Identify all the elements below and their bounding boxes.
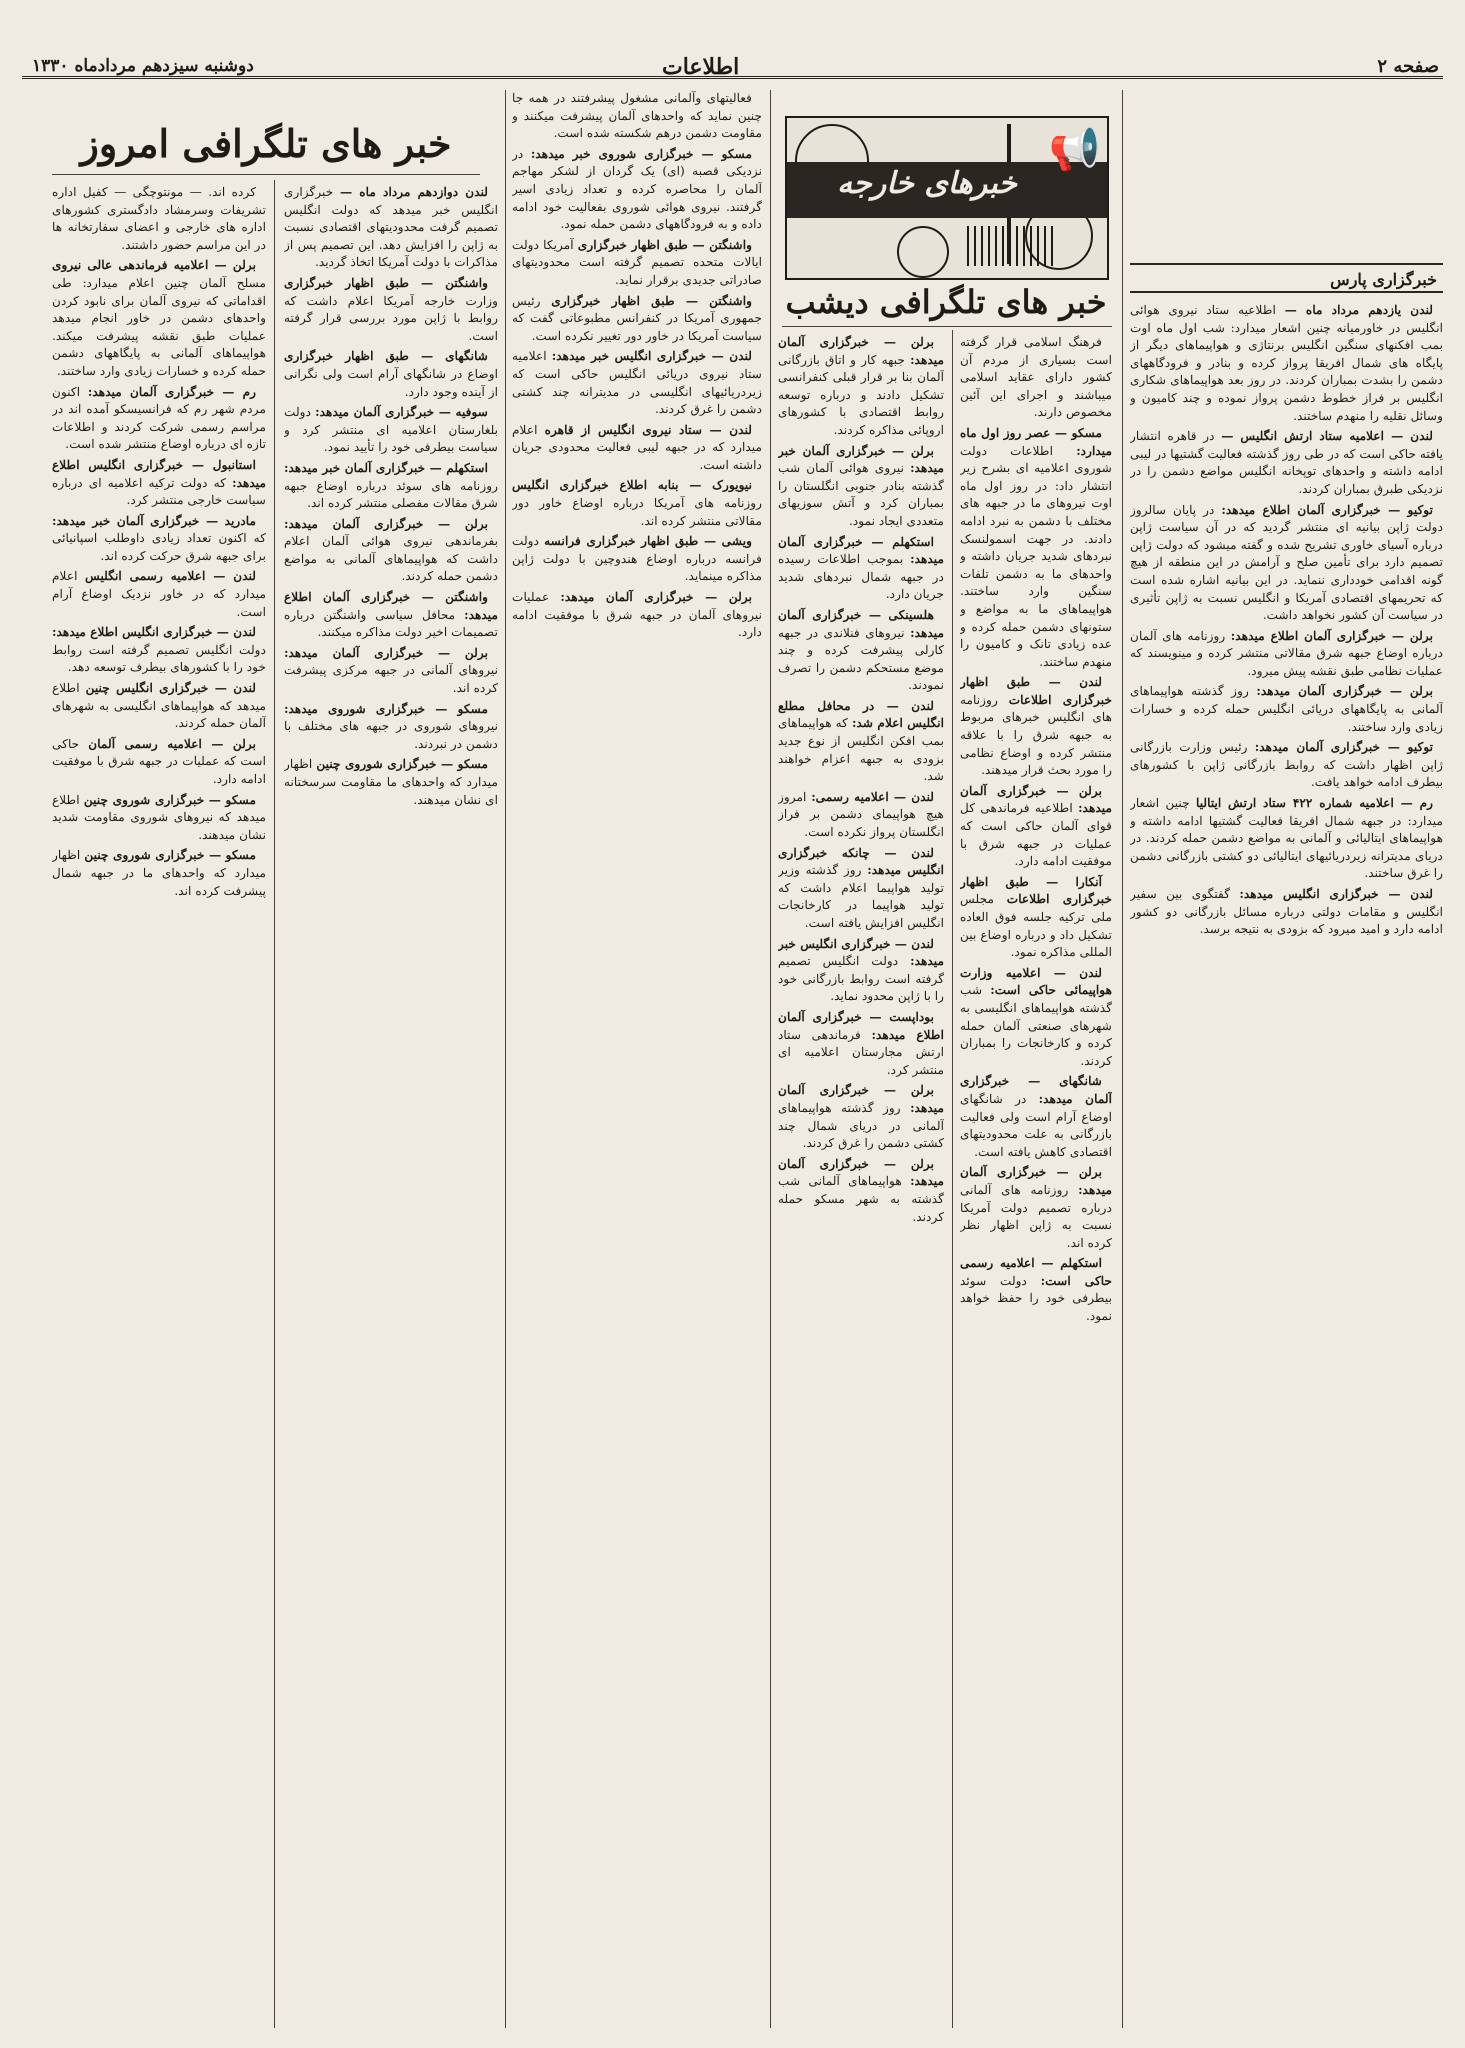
news-item <box>778 789 944 842</box>
news-item <box>778 1009 944 1079</box>
column-rule <box>770 90 771 2028</box>
dateline: برلن — خبرگزاری آلمان میدهد: <box>778 335 944 367</box>
dateline: توکیو — خبرگزاری آلمان میدهد: <box>1254 740 1434 755</box>
column-4 <box>512 90 762 2028</box>
news-text: روزنامه های آلمان درباره اوضاع جبهه شرق مقالاتی منتشر کرده و مینویسند که عملیات نظامی طبق نقشه پیش میرود. <box>1130 628 1443 678</box>
dateline: لندن — ستاد نیروی انگلیس از قاهره <box>544 422 753 437</box>
news-text: بفرماندهی نیروی هوائی آلمان اعلام داشت که هواپیماهای آلمانی به مواضع دشمن حمله کردند. <box>284 534 498 584</box>
news-text: در شانگهای اوضاع آرام است ولی فعالیت بازرگانی به علت محدودیتهای اقتصادی کاهش یافته است. <box>960 1091 1112 1159</box>
dateline: برلن — خبرگزاری آلمان میدهد: <box>560 590 752 605</box>
news-text: روزنامه های آمریکا درباره اوضاع خاور دور مقالاتی منتشر کرده اند. <box>512 496 762 528</box>
news-item <box>960 1164 1112 1252</box>
news-text: روز گذشته هواپیماهای آلمانی در دریای شمال چند کشتی دشمن را غرق کردند. <box>778 1100 944 1151</box>
news-text: نیروهای فنلاندی در جبهه کارلی پیشرفت کرده و چند موضع مستحکم دشمن را تصرف نمودند. <box>778 625 944 693</box>
news-item <box>284 348 498 401</box>
news-text: خبرگزاری انگلیس خبر میدهد که دولت انگلیس تصمیم گرفت محدودیتهای اقتصادی نسبت به ژاپن را افزایش دهد. این تصمیم پس از مذاکرات با دولت آمریکا اتخاذ گردید. <box>284 185 498 270</box>
news-text: در قاهره انتشار یافته حاکی است که در طی روز گذشته فعالیت گشتیها در لیبی ادامه داشته و واحدهای توپخانه انگلیس مواضع دشمن را در نزدیکی طبرق بمباران کردند. <box>1130 429 1443 496</box>
news-text: روزنامه های انگلیس خبرهای مربوط به جبهه شرق را با علاقه منتشر کرده و اوضاع نظامی را مورد بحث قرار میدهند. <box>960 692 1112 778</box>
news-item <box>52 184 266 254</box>
banner-title: خبرهای خارجه <box>837 166 1017 201</box>
page-number: صفحه ۲ <box>1377 56 1439 77</box>
loudspeaker-icon: 📢 <box>1048 124 1101 173</box>
news-item <box>512 237 762 290</box>
dateline: مادرید — خبرگزاری آلمان خبر میدهد: <box>52 513 256 528</box>
dateline: لندن — اعلامیه ستاد ارتش انگلیس — <box>1221 429 1433 444</box>
news-text: روزنامه های آلمانی درباره تصمیم دولت آمریکا نسبت به ژاپن اظهار نظر کرده اند. <box>960 1182 1112 1250</box>
news-text: اعلام میدارد که در جبهه لیبی فعالیت محدودی جریان داشته است. <box>512 422 762 472</box>
column-1 <box>1130 302 1443 2028</box>
news-item <box>512 533 762 586</box>
dateline: استکهلم — اعلامیه رسمی حاکی است: <box>960 1256 1112 1288</box>
headline-yesterday: خبر های تلگرافی دیشب <box>785 283 1107 321</box>
news-text: اطلاع میدهد که نیروهای شوروی مقاومت شدید نشان میدهند. <box>52 792 266 842</box>
dateline: برلن — خبرگزاری آلمان میدهد: <box>284 516 488 531</box>
news-item <box>960 674 1112 780</box>
news-text: اطلاعات دولت شوروی اعلامیه ای بشرح زیر انتشار داد: در روز اول ماه اوت نیروهای ما در جبهه های مختلف با دشمن به نبرد ادامه دادند. در جهت اسمولنسک نبردهای شدید جریان داشته و واحدهای ما به دشمن تلفات سنگین وارد ساختند. هواپیماهای ما به مواضع و ستونهای دشمن حمله کرده و عده زیادی تانک و کامیون را منهدم ساختند. <box>960 443 1112 669</box>
news-text: روز گذشته وزیر تولید هواپیما اعلام داشت که تولید هواپیما در کارخانجات انگلیس افزایش یافته است. <box>778 863 944 930</box>
news-text: حاکی است که عملیات در جبهه شرق با موفقیت ادامه دارد. <box>52 736 266 786</box>
news-text: چنین اشعار میدارد: در جبهه شمال افریقا فعالیت گشتیها ادامه داشته و هواپیماهای ایتالیائی و آلمانی به مواضع دشمن حمله کردند. در دریای مدیترانه زیردریائیهای ایتالیائی دو کشتی بازرگانی دشمن را غرق ساختند. <box>1130 796 1443 881</box>
news-item <box>778 1082 944 1152</box>
dateline: مسکو — خبرگزاری شوروی خبر میدهد: <box>530 146 752 161</box>
issue-date: دوشنبه سیزدهم مردادماه ۱۳۳۰ <box>32 56 254 76</box>
news-text: بموجب اطلاعات رسیده در جبهه شمال نبردهای شدید جریان دارد. <box>778 552 944 602</box>
news-item <box>52 736 266 789</box>
news-text: آمریکا دولت ایالات متحده تصمیم گرفته است محدودیتهای صادراتی جدیدی برقرار نماید. <box>512 237 762 287</box>
news-text: هواپیماهای آلمانی شب گذشته به شهر مسکو حمله کردند. <box>778 1174 944 1224</box>
headline-rule <box>782 326 1112 327</box>
headline-today: خبر های تلگرافی امروز <box>80 121 452 166</box>
news-item <box>512 90 762 143</box>
dateline: برلن — خبرگزاری آلمان میدهد: <box>284 645 488 660</box>
dateline: سوفیه — خبرگزاری آلمان میدهد: <box>315 405 488 420</box>
news-item <box>960 965 1112 1071</box>
dateline: واشنگتن — طبق اظهار خبرگزاری <box>284 275 488 290</box>
dateline: مسکو — خبرگزاری شوروی چنین <box>84 848 256 863</box>
dateline: لندن — خبرگزاری انگلیس خبر میدهد: <box>551 349 752 364</box>
news-text: رئیس وزارت بازرگانی ژاپن اظهار داشت که روابط بازرگانی ژاپن با کشورهای بیطرف ادامه خواهد یافت. <box>1130 740 1443 790</box>
news-item <box>52 513 266 566</box>
news-item <box>284 645 498 698</box>
news-text: نیروهای آلمانی در جبهه مرکزی پیشرفت کرده اند. <box>284 663 498 696</box>
dateline: رم — اعلامیه شماره ۴۲۲ ستاد ارتش ایتالیا <box>1196 796 1434 811</box>
dateline: ویشی — طبق اظهار خبرگزاری فرانسه <box>544 534 752 549</box>
dateline: لندن — خبرگزاری انگلیس میدهد: <box>1239 887 1433 901</box>
news-text: اطلاعیه فرماندهی کل قوای آلمان حاکی است که عملیات در جبهه شرق با موفقیت ادامه دارد. <box>960 801 1112 869</box>
news-text: فرماندهی ستاد ارتش مجارستان اعلامیه ای منتشر کرد. <box>778 1027 944 1077</box>
dateline: لندن — خبرگزاری انگلیس چنین <box>85 681 256 696</box>
news-text: اعلام میدارد که در خاور نزدیک اوضاع آرام است. <box>52 569 266 619</box>
dateline: توکیو — خبرگزاری آلمان اطلاع میدهد: <box>1221 502 1433 517</box>
news-text: عملیات نیروهای آلمان در جبهه شرق با موفقیت ادامه دارد. <box>512 590 762 640</box>
news-text: دولت فرانسه درباره اوضاع هندوچین با دولت ژاپن مذاکره مینماید. <box>512 534 762 584</box>
news-item <box>778 334 944 440</box>
dateline: لندن — در محافل مطلع انگلیس اعلام شد: <box>778 698 944 731</box>
masthead <box>22 18 1443 79</box>
news-item <box>1130 428 1443 498</box>
news-text: روز گذشته هواپیماهای آلمانی به پایگاههای دریائی انگلیس حمله کرده و خسارات زیادی وارد ساختند. <box>1130 684 1443 734</box>
dateline: برلن — خبرگزاری آلمان میدهد: <box>960 783 1112 816</box>
news-item <box>52 847 266 900</box>
news-item <box>778 607 944 695</box>
news-item <box>284 460 498 513</box>
news-text: اعلامیه ستاد نیروی دریائی انگلیس حاکی است که زیردریائیهای انگلیسی در مدیترانه چند کشتی دشمن را غرق کردند. <box>512 349 762 417</box>
news-item <box>52 568 266 621</box>
news-item <box>778 845 944 933</box>
news-item <box>284 516 498 586</box>
news-text: اوضاع در شانگهای آرام است ولی نگرانی از آینده وجود دارد. <box>284 366 498 399</box>
dateline: واشنگتن — طبق اظهار خبرگزاری <box>577 237 753 252</box>
news-item <box>284 184 498 272</box>
dateline: شانگهای — خبرگزاری آلمان میدهد: <box>960 1074 1112 1106</box>
dateline: برلن — خبرگزاری آلمان میدهد: <box>1256 684 1433 699</box>
news-item <box>512 477 762 530</box>
news-text: نیروهای شوروی در جبهه های مختلف با دشمن در نبردند. <box>284 719 498 751</box>
dateline: مسکو — خبرگزاری شوروی میدهد: <box>284 701 488 716</box>
dateline: برلن — خبرگزاری آلمان اطلاع میدهد: <box>1230 628 1434 643</box>
news-item <box>960 1073 1112 1161</box>
dateline: هلسینکی — خبرگزاری آلمان میدهد: <box>778 607 944 640</box>
news-text: اطلاع میدهد که هواپیماهای انگلیسی به شهرهای آلمان حمله کردند. <box>52 681 266 731</box>
column-rule <box>505 90 506 2028</box>
news-item <box>52 792 266 845</box>
dateline: استکهلم — خبرگزاری آلمان خبر میدهد: <box>284 460 488 475</box>
news-item <box>778 936 944 1006</box>
pars-agency-label: خبرگزاری پارس <box>1130 263 1443 293</box>
dateline: رم — خبرگزاری آلمان میدهد: <box>87 384 257 399</box>
news-text: دولت انگلیس تصمیم گرفته است روابط خود را با کشورهای بیطرف توسعه دهد. <box>52 642 266 675</box>
dateline: برلن — خبرگزاری آلمان میدهد: <box>960 1165 1112 1197</box>
news-text: شب گذشته هواپیماهای انگلیسی به شهرهای صنعتی آلمان حمله کرده و کارخانجات را بمباران کردند. <box>960 983 1112 1068</box>
dateline: واشنگتن — طبق اظهار خبرگزاری <box>551 293 753 308</box>
news-item <box>284 701 498 754</box>
dateline: لندن — اعلامیه رسمی انگلیس <box>84 569 256 584</box>
dateline: برلن — خبرگزاری آلمان میدهد: <box>778 1083 944 1115</box>
dateline: لندن — خبرگزاری انگلیس خبر میدهد: <box>778 936 944 969</box>
globe-icon <box>897 226 949 278</box>
news-text: فعالیتهای وآلمانی مشغول پیشرفتند در همه جا چنین نماید که واحدهای آلمان پیشرفت میکنند و مقاومت دشمن درهم شکسته شده است. <box>512 91 762 141</box>
news-text: رئیس جمهوری آمریکا در کنفرانس مطبوعاتی گفت که سیاست آمریکا در خاور دور تغییر نکرده است. <box>512 293 762 343</box>
dateline: نیویورک — بنابه اطلاع خبرگزاری انگلیس <box>512 478 752 493</box>
news-item <box>960 783 1112 871</box>
news-item <box>960 425 1112 671</box>
news-item <box>284 275 498 345</box>
news-item <box>52 457 266 510</box>
news-text: اظهار میدارد که واحدهای ما در جبهه شمال پیشرفت کرده اند. <box>52 848 266 898</box>
news-item <box>1130 795 1443 883</box>
news-text: امروز هیچ هواپیمای دشمن بر فراز انگلستان پرواز نکرده است. <box>778 789 944 840</box>
news-text: فرهنگ اسلامی قرار گرفته است بسیاری از مردم آن کشور دارای عقاید اسلامی میباشند و اجرای این آئین مخصوص دارند. <box>960 335 1112 420</box>
news-item <box>512 348 762 418</box>
column-6 <box>52 184 266 2028</box>
news-text: مسلح آلمان چنین اعلام میدارد: طی اقداماتی که نیروی آلمان برای نابود کردن واحدهای دشمن در خاور انجام میدهد عملیات طبق نقشه پیشرفت میکند. هواپیماهای آلمانی به پایگاههای دشمن حمله کرده و خسارات زیادی وارد ساختند. <box>52 275 266 378</box>
news-text: دولت بلغارستان اعلامیه ای منتشر کرد و سیاست بیطرفی خود را تأیید نمود. <box>284 405 498 455</box>
news-item <box>512 589 762 642</box>
news-item <box>960 874 1112 962</box>
news-item <box>778 1156 944 1226</box>
news-text: جبهه کار و اتاق بازرگانی آلمان بنا بر قرار قبلی کنفرانسی تشکیل دادند و درباره توسعه روابط اقتصادی با کشورهای اروپائی مذاکره کردند. <box>778 352 944 437</box>
news-item <box>284 404 498 457</box>
dateline: برلن — خبرگزاری آلمان میدهد: <box>778 1156 944 1189</box>
news-item <box>52 257 266 380</box>
column-rule <box>1122 90 1123 2028</box>
foreign-news-banner <box>785 116 1109 280</box>
news-item <box>1130 739 1443 792</box>
dateline: شانگهای — طبق اظهار خبرگزاری <box>284 349 488 364</box>
news-item <box>778 698 944 786</box>
dateline: برلن — اعلامیه فرماندهی عالی نیروی <box>52 258 256 273</box>
dateline: لندن — اعلامیه رسمی: <box>811 789 934 804</box>
news-item <box>1130 683 1443 736</box>
news-item <box>1130 502 1443 625</box>
dateline: برلن — خبرگزاری آلمان خبر میدهد: <box>778 443 944 476</box>
news-text: مجلس ملی ترکیه جلسه فوق العاده تشکیل داد و درباره اوضاع بین المللی مذاکره نمود. <box>960 892 1112 960</box>
news-item <box>52 680 266 733</box>
news-text: کرده اند. — مونتوچگی — کفیل اداره تشریفات وسرمشاد دادگستری کشورهای اداره های خارجی و اعضای سفارتخانه ها در این مراسم حضور داشتند. <box>52 185 266 252</box>
news-text: که دولت ترکیه اعلامیه ای درباره سیاست خارجی منتشر کرد. <box>52 475 266 508</box>
dateline: برلن — اعلامیه رسمی آلمان <box>88 736 256 751</box>
dateline: آنکارا — طبق اظهار خبرگزاری اطلاعات <box>960 874 1112 907</box>
news-item <box>1130 628 1443 681</box>
dateline: لندن — طبق اظهار خبرگزاری اطلاعات <box>960 675 1112 707</box>
newspaper-page <box>22 18 1443 2028</box>
news-item <box>1130 302 1443 425</box>
news-item <box>512 146 762 234</box>
headline-rule <box>52 174 480 175</box>
dateline: لندن دوازدهم مرداد ماه — <box>340 185 488 199</box>
dateline: مسکو — عصر روز اول ماه میدارد: <box>960 425 1112 458</box>
news-item <box>52 384 266 454</box>
news-text: روزنامه های سوئد درباره اوضاع جبهه شرق مقالات مفصلی منتشر کرده اند. <box>284 478 498 511</box>
news-text: نیروی هوائی آلمان شب گذشته بنادر جنوبی انگلستان را بمباران کرد و آتش سوزیهای متعددی ایجاد نمود. <box>778 461 944 528</box>
news-text: در پایان سالروز دولت ژاپن بیانیه ای منتشر گردید که در آن سیاست ژاپن درباره آسیای خاوری تشریح شده و گفته میشود که دولت ژاپن تصمیم دارد برای تأمین صلح و آرامش در این منطقه از هیچ گونه اقدامی خودداری ننماید. در این بیانیه اشاره شده است که تحریمهای اقتصادی آمریکا و انگلیس نسبت به ژاپن تأثیری در سیاست آن کشور نخواهد داشت. <box>1130 502 1443 623</box>
dateline: استکهلم — خبرگزاری آلمان میدهد: <box>778 534 944 567</box>
news-item <box>778 443 944 531</box>
column-rule <box>952 330 953 2028</box>
news-text: اکنون مردم شهر رم که فرانسیسکو آمده اند در مراسم رسمی شرکت کردند و اطلاعات تازه ای درباره اوضاع منتشر شده است. <box>52 384 266 452</box>
news-text: دولت انگلیس تصمیم گرفته است روابط بازرگانی خود را با ژاپن محدود نماید. <box>778 954 944 1004</box>
news-text: دولت سوئد بیطرفی خود را حفظ خواهد نمود. <box>960 1273 1112 1324</box>
column-rule <box>274 180 275 2028</box>
dateline: واشنگتن — خبرگزاری آلمان اطلاع میدهد: <box>284 590 498 622</box>
dateline: مسکو — خبرگزاری شوروی چنین <box>316 757 488 772</box>
news-item <box>778 534 944 604</box>
news-item <box>284 756 498 809</box>
paper-name: اطلاعات <box>662 54 740 80</box>
news-item <box>1130 886 1443 939</box>
news-item <box>960 1255 1112 1325</box>
news-item <box>284 589 498 642</box>
news-text: که هواپیماهای بمب افکن انگلیس از نوع جدید بزودی به جبهه اعزام خواهند شد. <box>778 716 944 784</box>
news-text: گفتگوی بین سفیر انگلیس و مقامات دولتی درباره مسائل بازرگانی دو کشور ادامه دارد و امید میرود که بزودی به نتیجه برسد. <box>1130 887 1443 937</box>
dateline: بوداپست — خبرگزاری آلمان اطلاع میدهد: <box>778 1009 944 1042</box>
column-2 <box>960 334 1112 2028</box>
news-text: اطلاعیه ستاد نیروی هوائی انگلیس در خاورمیانه چنین اشعار میدارد: شب اول ماه اوت بمب افکنهای سنگین انگلیس برنتاژی و هواپیماهای دیگر از پایگاه های شمال افریقا پرواز کرده و بنادر و فرودگاههای دشمن را بشدت بمباران کردند. در روز بعد هواپیماهای شکاری انگلیس بر فراز خطوط دشمن پرواز نموده و چند کامیون و وسائل نقلیه را منهدم ساختند. <box>1130 303 1443 423</box>
news-text: وزارت خارجه آمریکا اعلام داشت که روابط با ژاپن مورد بررسی قرار گرفته است. <box>284 293 498 343</box>
news-text: محافل سیاسی واشنگتن درباره تصمیمات اخیر دولت مذاکره میکنند. <box>284 607 498 640</box>
dateline: استانبول — خبرگزاری انگلیس اطلاع میدهد: <box>52 457 266 490</box>
column-3 <box>778 334 944 2028</box>
column-5 <box>284 184 498 2028</box>
dateline: لندن — چانکه خبرگزاری انگلیس میدهد: <box>778 845 944 878</box>
dateline: لندن — اعلامیه وزارت هواپیمائی حاکی است: <box>960 965 1112 998</box>
decorative-hatching <box>967 226 1057 266</box>
dateline: مسکو — خبرگزاری شوروی چنین <box>83 792 256 807</box>
news-text: اظهار میدارد که واحدهای ما مقاومت سرسختانه ای نشان میدهند. <box>284 757 498 807</box>
news-item <box>512 293 762 346</box>
dateline: لندن یازدهم مرداد ماه — <box>1284 303 1434 317</box>
news-item <box>960 334 1112 422</box>
dateline: لندن — خبرگزاری انگلیس اطلاع میدهد: <box>52 625 256 640</box>
news-text: که اکنون تعداد زیادی داوطلب اسپانیائی برای جبهه شرق حرکت کرده اند. <box>52 531 266 563</box>
news-item <box>512 422 762 475</box>
news-text: در نزدیکی قصبه (ای) یک گردان از لشکر مهاجم آلمان را محاصره کرده و تعداد زیادی اسیر گرفتند. نیروی هوائی شوروی بفعالیت خود ادامه داده و به فرودگاههای دشمن حمله نمود. <box>512 146 762 232</box>
news-item <box>52 624 266 677</box>
